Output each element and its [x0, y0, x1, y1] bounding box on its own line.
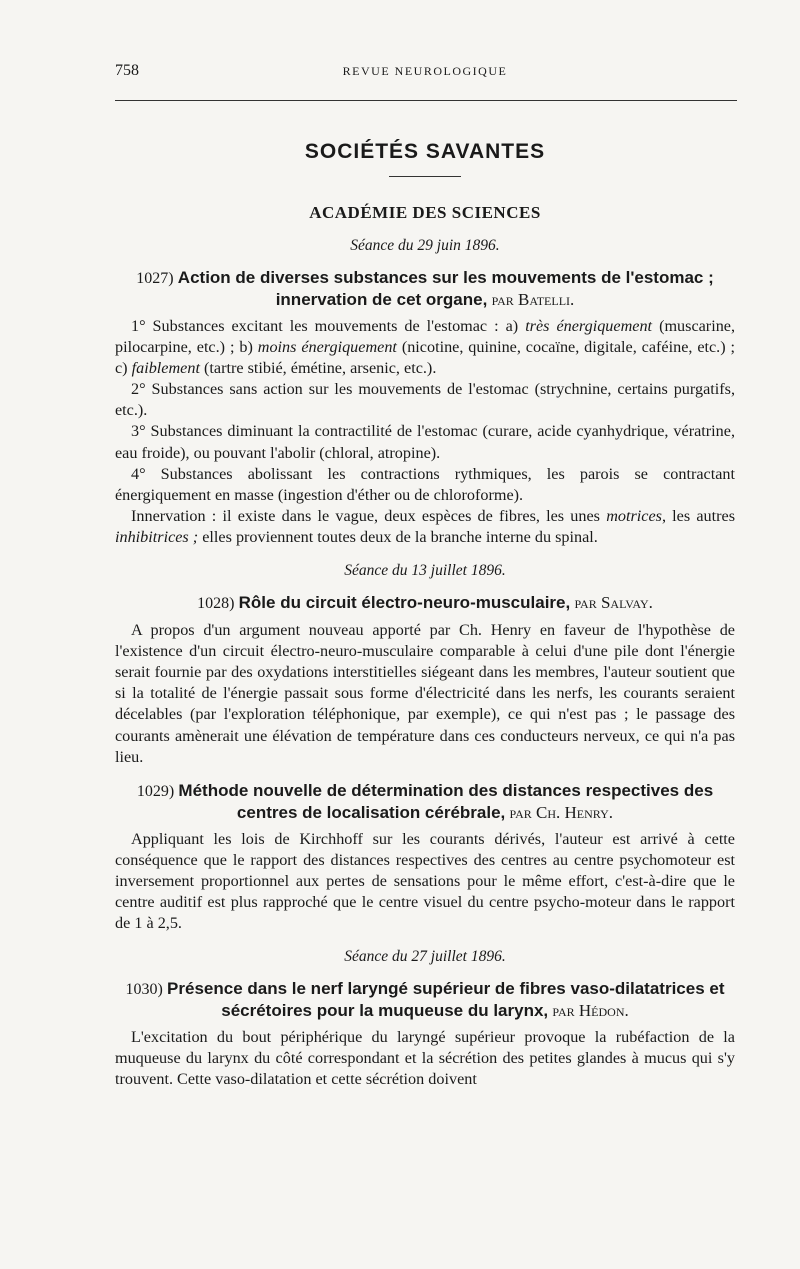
article-heading: Rôle du circuit électro-neuro-musculaire,	[238, 593, 571, 613]
article-heading: Méthode nouvelle de détermination des distances respectives des centres de localisation cérébrale,	[178, 780, 714, 822]
article-author: par Salvay.	[574, 593, 653, 613]
paragraph: Appliquant les lois de Kirchhoff sur les courants dérivés, l'auteur est arrivé à cette conséquence que le rapport des distances respectives des centres au centre psychomoteur est inversement proportionnel aux pertes de sensations pour le même effort, c'est-à-dire que le centre auditif est plus rapproché que le centre visuel du centre psycho-moteur dans le rapport de 1 à 2,5.	[115, 829, 735, 933]
article-1027-title	[115, 267, 735, 310]
section-title: SOCIÉTÉS SAVANTES	[304, 140, 546, 163]
article-1030-title	[115, 978, 735, 1021]
article-number: 1030)	[125, 981, 163, 999]
paragraph: L'excitation du bout périphérique du laryngé supérieur provoque la rubéfaction de la muqueuse du larynx du côté correspondant et la sécrétion des petites glandes à mucus qui s'y trouvent. Cette vaso-dilatation et cette sécrétion doivent	[115, 1028, 735, 1089]
academy-heading: ACADÉMIE DES SCIENCES	[309, 203, 541, 222]
article-heading: Présence dans le nerf laryngé supérieur de fibres vaso-dilatatrices et sécrétoires pour la muqueuse du larynx,	[167, 979, 725, 1021]
title-divider	[389, 176, 461, 177]
running-title: REVUE NEUROLOGIQUE	[342, 64, 508, 78]
paragraph: A propos d'un argument nouveau apporté par Ch. Henry en faveur de l'hypothèse de l'existence d'un circuit électro-neuro-musculaire comparable à celui d'une pile dont l'énergie serait fournie par des oxydations interstitielles siégeant dans les membres, l'auteur soutient que si la totalité de l'énergie passait sous forme d'électricité dans les nerfs, les courants seraient décelables (par l'exploration téléphonique, par exemple), ce qui n'est pas ; le passage des courants amènerait une élévation de température dans ces conducteurs nerveux, ce qui n'a pas lieu.	[115, 621, 735, 766]
article-author: par Hédon.	[552, 1001, 629, 1021]
article-1028-title	[115, 592, 735, 614]
session-date-3: Séance du 27 juillet 1896.	[344, 948, 506, 966]
article-number: 1027)	[136, 270, 174, 287]
article-number: 1029)	[136, 782, 175, 800]
article-number: 1028)	[197, 595, 235, 613]
text-column	[115, 140, 735, 1090]
article-author: par Batelli.	[491, 290, 575, 309]
page-header	[115, 62, 735, 82]
page-number: 758	[115, 62, 139, 79]
article-1029-title	[115, 780, 735, 823]
paragraph: Innervation : il existe dans le vague, deux espèces de fibres, les unes motrices, les autres inhibitrices ; elles proviennent toutes deux de la branche interne du spinal.	[115, 506, 736, 546]
paragraph: 4° Substances abolissant les contractions rythmiques, les parois se contractant énergiquement en masse (ingestion d'éther ou de chloroforme).	[115, 464, 735, 504]
article-heading: Action de diverses substances sur les mouvements de l'estomac ; innervation de cet organe,	[177, 268, 714, 309]
session-date-2: Séance du 13 juillet 1896.	[344, 562, 506, 580]
paragraph: 3° Substances diminuant la contractilité de l'estomac (curare, acide cyanhydrique, vératrine, eau froide), ou pouvant l'abolir (chloral, atropine).	[115, 422, 735, 462]
header-rule	[115, 100, 737, 101]
session-date-1: Séance du 29 juin 1896.	[350, 237, 500, 254]
paragraph: 1° Substances excitant les mouvements de l'estomac : a) très énergiquement (muscarine, pilocarpine, etc.) ; b) moins énergiquement (nicotine, quinine, cocaïne, digitale, caféine, etc.) ; c) faiblement (tartre stibié, émétine, arsenic, etc.).	[115, 317, 736, 378]
article-author: par Ch. Henry.	[509, 802, 614, 822]
paragraph: 2° Substances sans action sur les mouvements de l'estomac (strychnine, certains purgatifs, etc.).	[115, 380, 735, 420]
